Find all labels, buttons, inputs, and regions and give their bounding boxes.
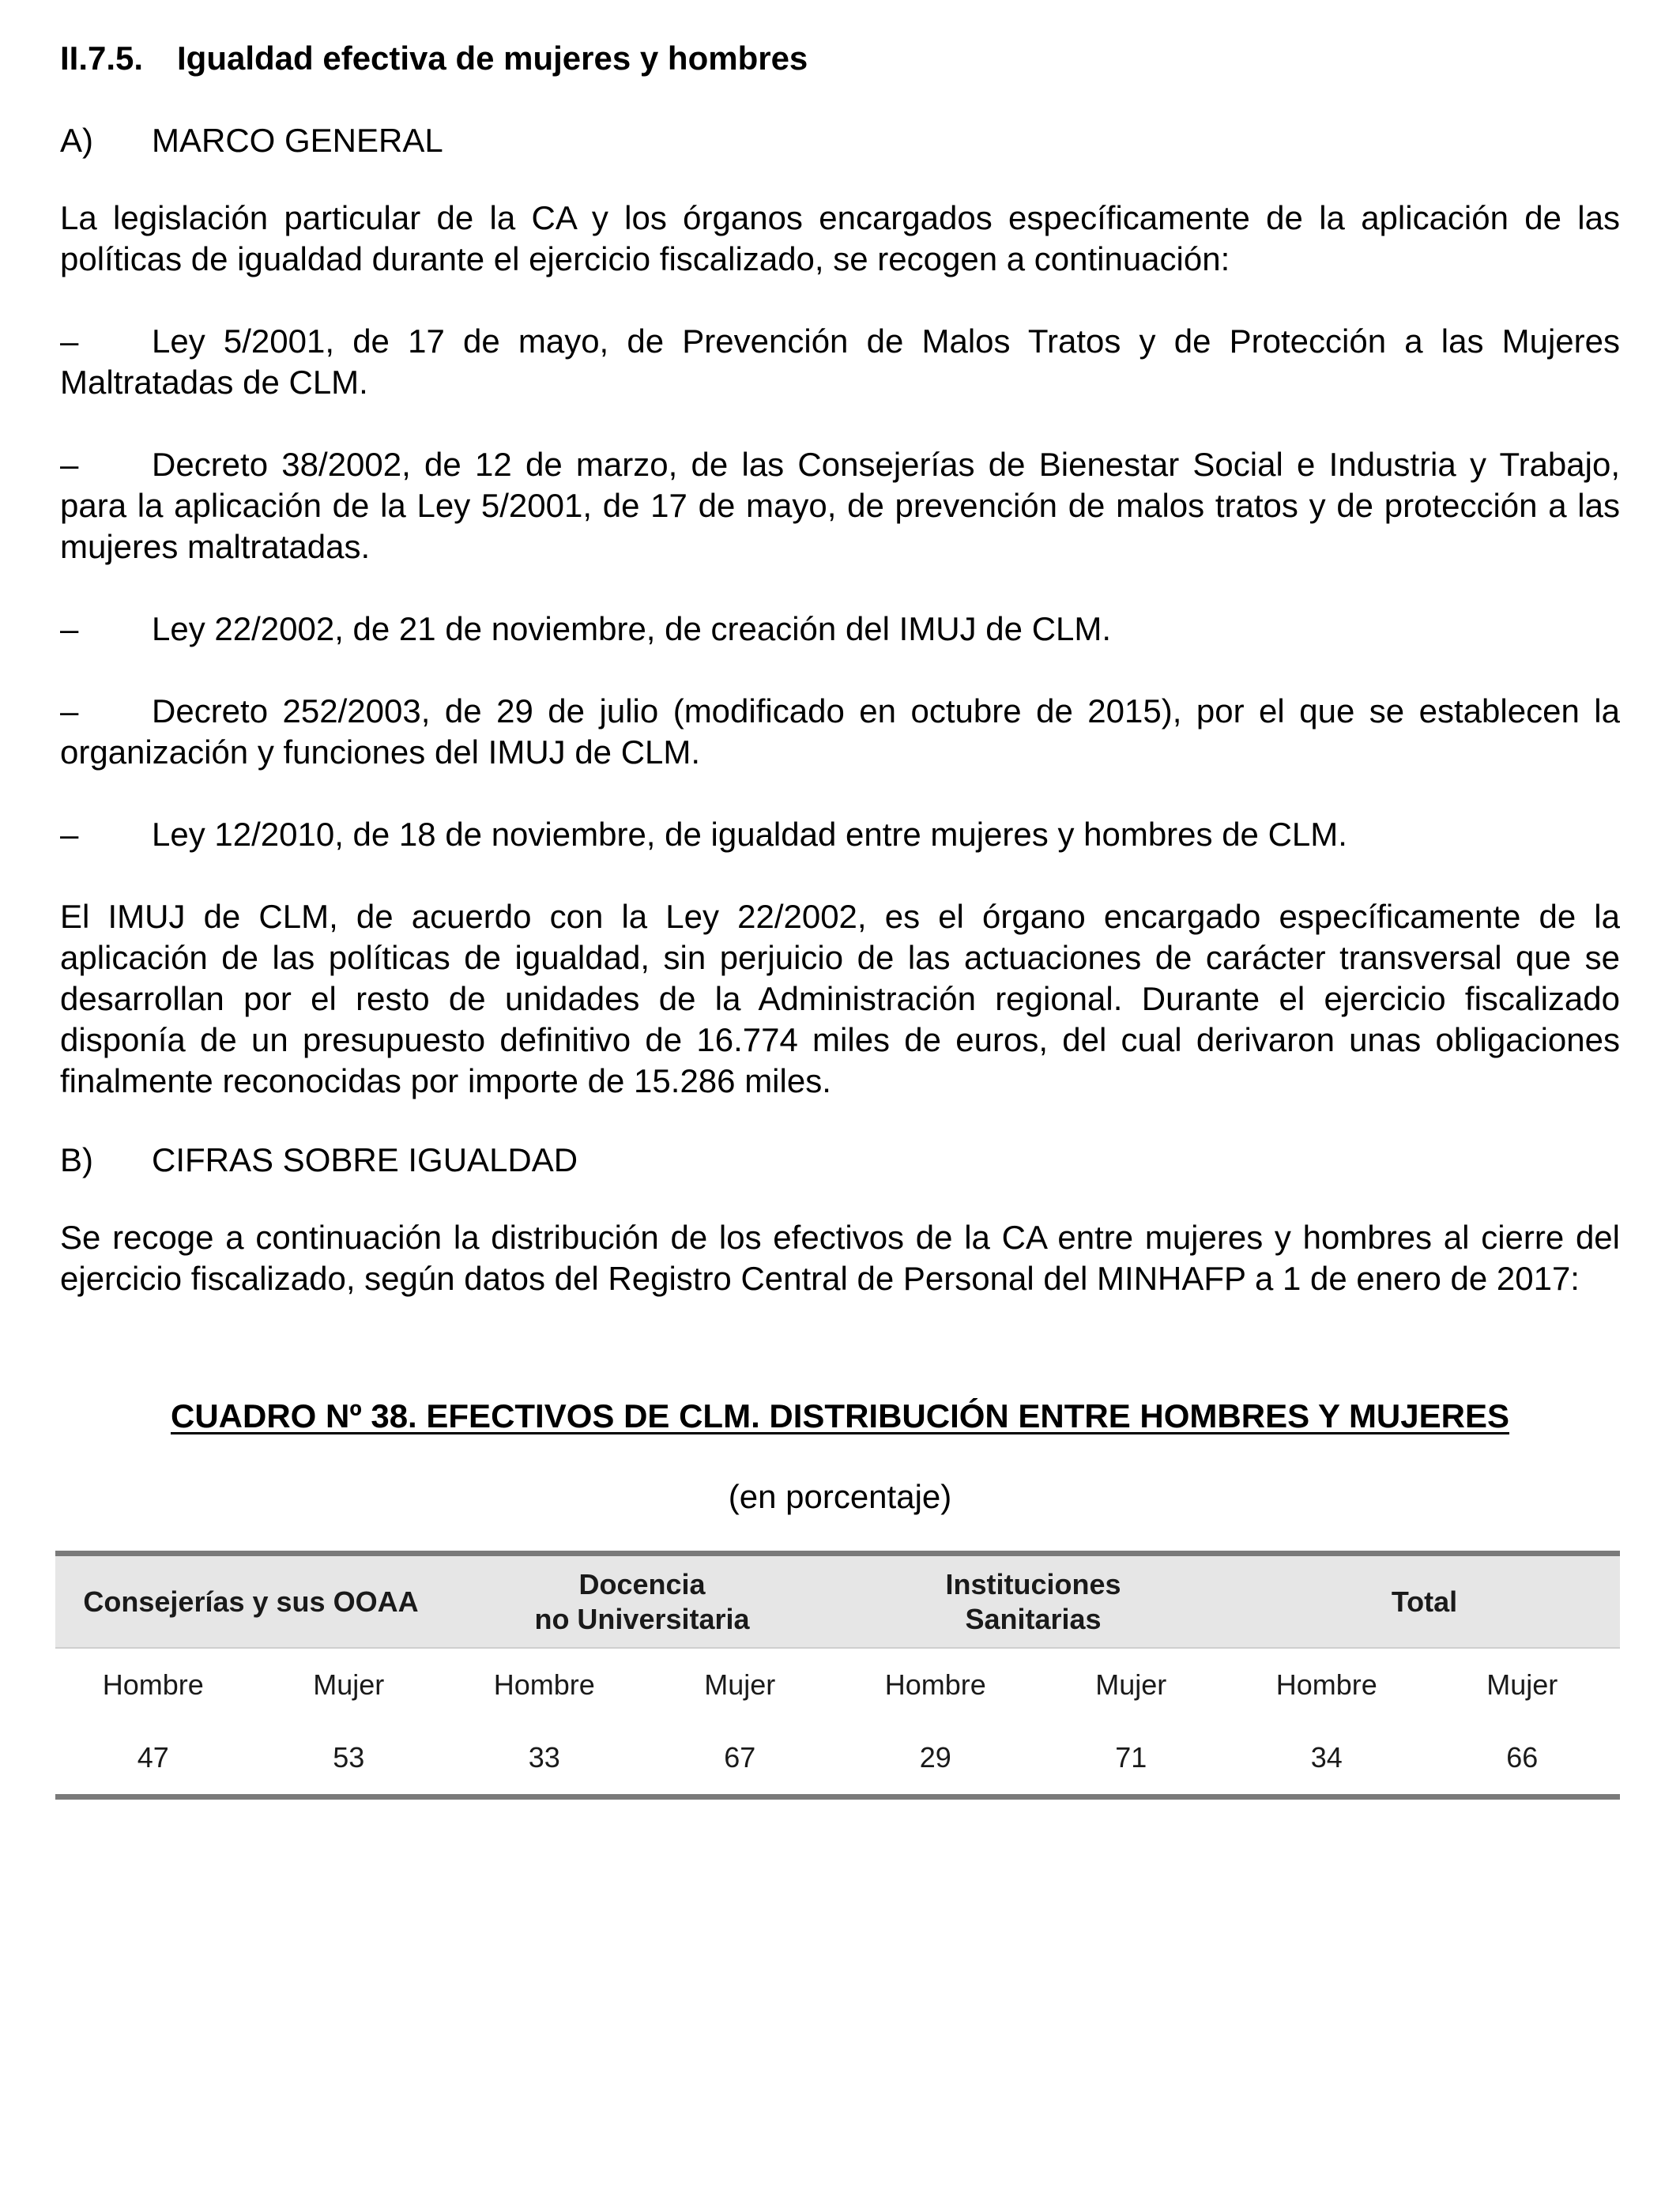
table-title bbox=[0, 1393, 1680, 1440]
subheader-cell: Hombre bbox=[493, 1668, 595, 1701]
value-cell: 47 bbox=[137, 1741, 169, 1774]
subsection-a-title: MARCO GENERAL bbox=[152, 122, 443, 159]
header-line: Consejerías y sus OOAA bbox=[83, 1585, 419, 1618]
table-header-row bbox=[55, 1556, 1620, 1649]
legislation-item bbox=[60, 444, 1620, 567]
imuj-paragraph: El IMUJ de CLM, de acuerdo con la Ley 22/2002, es el órgano encargado específicamente de la aplicación de las políticas de igualdad, sin perjuicio de las actuaciones de carácter transversal que se desarrollan por el resto de unidades de la Administración regional. Durante el ejercicio fiscalizado disponía de un presupuesto definitivo de 16.774 miles de euros, del cual derivaron unas obligaciones finalmente reconocidas por importe de 15.286 miles. bbox=[60, 898, 1620, 1099]
value-cell: 33 bbox=[528, 1741, 560, 1774]
header-line: Total bbox=[1391, 1585, 1458, 1618]
value-cell: 34 bbox=[1310, 1741, 1343, 1774]
intro-paragraph: La legislación particular de la CA y los órganos encargados específicamente de la aplicación de las políticas de igualdad durante el ejercicio fiscalizado, se recogen a continuación: bbox=[60, 199, 1620, 277]
subheader-cell: Mujer bbox=[704, 1668, 776, 1701]
table-bottom-rule bbox=[55, 1794, 1620, 1800]
subheader-cell: Hombre bbox=[1275, 1668, 1377, 1701]
legislation-item bbox=[60, 609, 1620, 650]
distribution-table bbox=[55, 1551, 1620, 1800]
subsection-a-heading bbox=[60, 117, 443, 164]
legislation-item bbox=[60, 691, 1620, 773]
subsection-b-letter: B) bbox=[60, 1141, 93, 1178]
subheader-cell: Mujer bbox=[1095, 1668, 1167, 1701]
table-subheader-row bbox=[55, 1649, 1620, 1721]
value-cell: 66 bbox=[1506, 1741, 1539, 1774]
dash-bullet: – bbox=[60, 322, 79, 360]
value-cell: 71 bbox=[1115, 1741, 1147, 1774]
legislation-text: Ley 12/2010, de 18 de noviembre, de igualdad entre mujeres y hombres de CLM. bbox=[152, 816, 1347, 853]
legislation-text: Decreto 38/2002, de 12 de marzo, de las Consejerías de Bienestar Social e Industria y Trabajo, para la aplicación de la Ley 5/2001, de 17 de mayo, de prevención de malos tratos y de protección a las mujeres maltratadas. bbox=[60, 446, 1620, 565]
subheader-cell: Hombre bbox=[102, 1668, 204, 1701]
subheader-cell: Mujer bbox=[1486, 1668, 1558, 1701]
section-heading bbox=[60, 35, 808, 82]
dash-bullet: – bbox=[60, 816, 79, 853]
table-row bbox=[55, 1721, 1620, 1794]
section-title: Igualdad efectiva de mujeres y hombres bbox=[177, 40, 808, 77]
subheader-cell: Mujer bbox=[313, 1668, 385, 1701]
subsection-b-heading bbox=[60, 1137, 578, 1184]
legislation-item bbox=[60, 814, 1620, 855]
header-docencia bbox=[446, 1556, 838, 1647]
subsection-a-letter: A) bbox=[60, 122, 93, 159]
dash-bullet: – bbox=[60, 692, 79, 729]
table-title-text: CUADRO Nº 38. EFECTIVOS DE CLM. DISTRIBUCIÓN ENTRE HOMBRES Y MUJERES bbox=[171, 1397, 1509, 1434]
dash-bullet: – bbox=[60, 446, 79, 483]
table-top-rule bbox=[55, 1551, 1620, 1556]
header-consejerias bbox=[55, 1556, 446, 1647]
value-cell: 53 bbox=[333, 1741, 365, 1774]
cifras-paragraph: Se recoge a continuación la distribución de los efectivos de la CA entre mujeres y hombres al cierre del ejercicio fiscalizado, según datos del Registro Central de Personal del MINHAFP a 1 de enero de 2017: bbox=[60, 1219, 1620, 1297]
legislation-text: Ley 22/2002, de 21 de noviembre, de creación del IMUJ de CLM. bbox=[152, 610, 1112, 647]
header-line: no Universitaria bbox=[534, 1602, 750, 1635]
value-cell: 67 bbox=[724, 1741, 756, 1774]
legislation-item bbox=[60, 321, 1620, 403]
header-line: Instituciones bbox=[945, 1567, 1121, 1600]
header-line: Sanitarias bbox=[965, 1602, 1102, 1635]
dash-bullet: – bbox=[60, 610, 79, 647]
subheader-cell: Hombre bbox=[884, 1668, 986, 1701]
legislation-text: Ley 5/2001, de 17 de mayo, de Prevención de Malos Tratos y de Protección a las Mujeres Maltratadas de CLM. bbox=[60, 322, 1620, 401]
value-cell: 29 bbox=[919, 1741, 951, 1774]
header-instituciones bbox=[838, 1556, 1229, 1647]
table-subtitle: (en porcentaje) bbox=[728, 1478, 952, 1515]
section-number: II.7.5. bbox=[60, 40, 144, 77]
legislation-text: Decreto 252/2003, de 29 de julio (modificado en octubre de 2015), por el que se establecen la organización y funciones del IMUJ de CLM. bbox=[60, 692, 1620, 771]
header-line: Docencia bbox=[578, 1567, 706, 1600]
header-total bbox=[1229, 1556, 1620, 1647]
subsection-b-title: CIFRAS SOBRE IGUALDAD bbox=[152, 1141, 578, 1178]
